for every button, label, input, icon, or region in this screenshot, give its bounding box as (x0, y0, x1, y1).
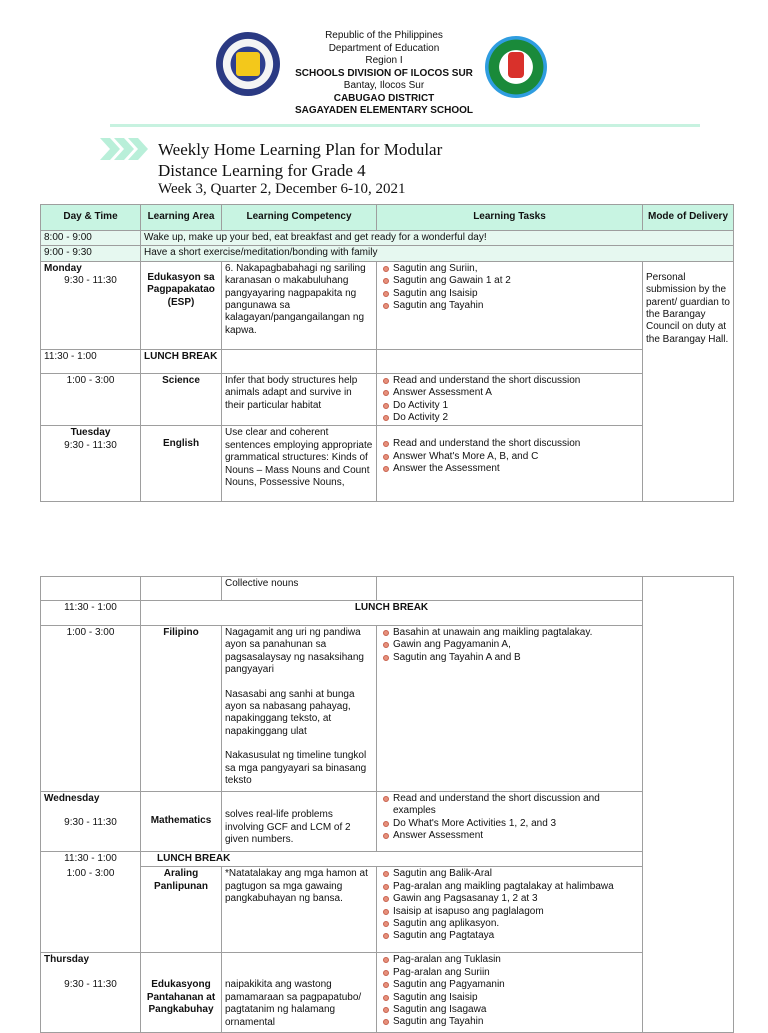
list-item: Basahin at unawain ang maikling pagtalakay. (393, 627, 639, 639)
list-item: Answer Assessment (393, 830, 639, 842)
day-time-cell (41, 953, 141, 1033)
competency-part: Nakasusulat ng timeline tungkol sa mga pangyayari sa binasang teksto (225, 750, 367, 787)
header-line-2: Department of Education (328, 42, 440, 54)
competency-part: Nagagamit ang uri ng pandiwa ayon sa panahunan sa pagsasalaysay ng nasaksihang pangyayari (225, 627, 364, 676)
chevron-arrows-icon (100, 136, 156, 162)
learning-area: Araling Panlipunan (141, 867, 222, 953)
time-slot: 1:00 - 3:00 (41, 867, 141, 953)
learning-area: Edukasyong Pantahanan at Pangkabuhay (141, 953, 222, 1033)
day-label: Wednesday (44, 793, 100, 804)
learning-area: Mathematics (141, 792, 222, 852)
learning-competency: 6. Nakapagbabahagi ng sariling karanasan o makabuluhang pangyayaring nagpapakita ng pangunawa sa kalagayan/pangangailangan ng kapwa. (222, 261, 377, 349)
table-row (41, 231, 734, 246)
learning-competency: Collective nouns (222, 577, 377, 601)
table-row (41, 246, 734, 261)
time-slot: 11:30 - 1:00 (41, 601, 141, 626)
list-item: Sagutin ang Pagtataya (393, 930, 639, 942)
list-item: Gawin ang Pagyamanin A, (393, 639, 639, 651)
learning-tasks (377, 426, 643, 502)
table-row (41, 792, 734, 852)
list-item: Sagutin ang Gawain 1 at 2 (393, 275, 639, 287)
page-subtitle: Week 3, Quarter 2, December 6-10, 2021 (158, 181, 406, 197)
lunch-break-label: LUNCH BREAK (141, 601, 643, 626)
list-item: Answer What's More A, B, and C (393, 451, 639, 463)
day-time-cell (41, 426, 141, 502)
learning-area: Science (141, 373, 222, 426)
table-row (41, 349, 734, 373)
time-slot: 11:30 - 1:00 (41, 349, 141, 373)
list-item: Read and understand the short discussion (393, 375, 639, 387)
table-header-row (41, 205, 734, 231)
learning-plan-table-page-1 (40, 204, 734, 502)
list-item: Sagutin ang aplikasyon. (393, 918, 639, 930)
learning-competency: naipakikita ang wastong pamamaraan sa pagpapatubo/ pagtatanim ng halamang ornamental (222, 953, 377, 1033)
day-label: Tuesday (70, 427, 111, 439)
routine-text: Have a short exercise/meditation/bonding with family (141, 246, 734, 261)
list-item: Read and understand the short discussion (393, 438, 639, 450)
lunch-break-label: LUNCH BREAK (141, 852, 643, 867)
time-slot: 9:30 - 11:30 (64, 275, 117, 287)
list-item: Sagutin ang Isaisip (393, 288, 639, 300)
learning-area: Filipino (141, 626, 222, 792)
routine-text: Wake up, make up your bed, eat breakfast and get ready for a wonderful day! (141, 231, 734, 246)
lunch-break-label: LUNCH BREAK (141, 349, 222, 373)
list-item: Sagutin ang Tayahin (393, 1016, 639, 1028)
day-label: Monday (44, 262, 82, 274)
list-item: Do Activity 1 (393, 400, 639, 412)
list-item: Do What's More Activities 1, 2, and 3 (393, 818, 639, 830)
routine-time: 9:00 - 9:30 (41, 246, 141, 261)
table-row (41, 852, 734, 867)
letterhead (0, 30, 768, 118)
table-row (41, 626, 734, 792)
title-line-1: Weekly Home Learning Plan for Modular (158, 140, 443, 159)
table-row (41, 601, 734, 626)
list-item: Sagutin ang Suriin, (393, 263, 639, 275)
learning-tasks (377, 792, 643, 852)
time-slot: 1:00 - 3:00 (41, 626, 141, 792)
list-item: Sagutin ang Pagyamanin (393, 979, 639, 991)
learning-tasks (377, 373, 643, 426)
table-row (41, 426, 734, 502)
day-time-cell (41, 261, 141, 349)
time-slot: 9:30 - 11:30 (64, 817, 117, 829)
list-item: Gawin ang Pagsasanay 1, 2 at 3 (393, 893, 639, 905)
table-row (41, 867, 734, 953)
learning-area: Edukasyon sa Pagpapakatao (ESP) (141, 261, 222, 349)
learning-competency: *Natatalakay ang mga hamon at pagtugon sa mga gawaing pangkabuhayan ng bansa. (222, 867, 377, 953)
learning-competency: Infer that body structures help animals adapt and survive in their particular habitat (222, 373, 377, 426)
day-label: Thursday (44, 954, 90, 966)
learning-area: English (141, 426, 222, 502)
learning-competency: solves real-life problems involving GCF and LCM of 2 given numbers. (222, 792, 377, 852)
learning-tasks (377, 626, 643, 792)
list-item: Sagutin ang Isagawa (393, 1004, 639, 1016)
list-item: Answer the Assessment (393, 463, 639, 475)
learning-plan-table-page-2 (40, 576, 734, 1033)
day-time-cell (41, 792, 141, 852)
time-slot: 9:30 - 11:30 (64, 439, 117, 451)
list-item: Sagutin ang Tayahin A and B (393, 652, 639, 664)
header-address: Bantay, Ilocos Sur (343, 80, 425, 91)
list-item: Sagutin ang Isaisip (393, 992, 639, 1004)
header-learning-tasks: Learning Tasks (377, 205, 643, 231)
mode-of-delivery: Personal submission by the parent/ guardian to the Barangay Council on duty at the Barangay Hall. (643, 261, 734, 502)
header-line-3: Region I (365, 55, 403, 66)
list-item: Sagutin ang Balik-Aral (393, 868, 639, 880)
table-row (41, 373, 734, 426)
list-item: Pag-aralan ang maikling pagtalakay at halimbawa (393, 881, 639, 893)
learning-tasks (377, 261, 643, 349)
learning-competency (222, 626, 377, 792)
time-slot: 1:00 - 3:00 (41, 373, 141, 426)
header-division: SCHOOLS DIVISION OF ILOCOS SUR (295, 67, 473, 79)
learning-tasks (377, 867, 643, 953)
time-slot: 9:30 - 11:30 (64, 978, 117, 990)
table-row (41, 577, 734, 601)
header-learning-competency: Learning Competency (222, 205, 377, 231)
table-row (41, 261, 734, 349)
header-learning-area: Learning Area (141, 205, 222, 231)
learning-competency: Use clear and coherent sentences employing appropriate grammatical structures: Kinds of Nouns – Mass Nouns and Count Nouns, Possessive Nouns, (222, 426, 377, 502)
header-district: CABUGAO DISTRICT (333, 92, 435, 104)
header-divider (110, 124, 700, 127)
header-mode-of-delivery: Mode of Delivery (643, 205, 734, 231)
mode-of-delivery-continued (643, 577, 734, 1033)
header-school: SAGAYADEN ELEMENTARY SCHOOL (295, 105, 473, 116)
table-row (41, 953, 734, 1033)
routine-time: 8:00 - 9:00 (41, 231, 141, 246)
page-title (158, 139, 442, 181)
list-item: Read and understand the short discussion and examples (393, 793, 639, 818)
list-item: Answer Assessment A (393, 387, 639, 399)
competency-part: Nasasabi ang sanhi at bunga ayon sa nabasang pahayag, napakinggang teksto, at napakinggang ulat (225, 688, 355, 737)
list-item: Do Activity 2 (393, 412, 639, 424)
list-item: Isaisip at isapuso ang paglalagom (393, 906, 639, 918)
learning-tasks (377, 953, 643, 1033)
time-slot: 11:30 - 1:00 (41, 852, 141, 867)
header-line-1: Republic of the Philippines (325, 30, 443, 41)
list-item: Pag-aralan ang Suriin (393, 967, 639, 979)
header-day-time: Day & Time (41, 205, 141, 231)
title-line-2: Distance Learning for Grade 4 (158, 161, 366, 180)
list-item: Sagutin ang Tayahin (393, 300, 639, 312)
list-item: Pag-aralan ang Tuklasin (393, 954, 639, 966)
